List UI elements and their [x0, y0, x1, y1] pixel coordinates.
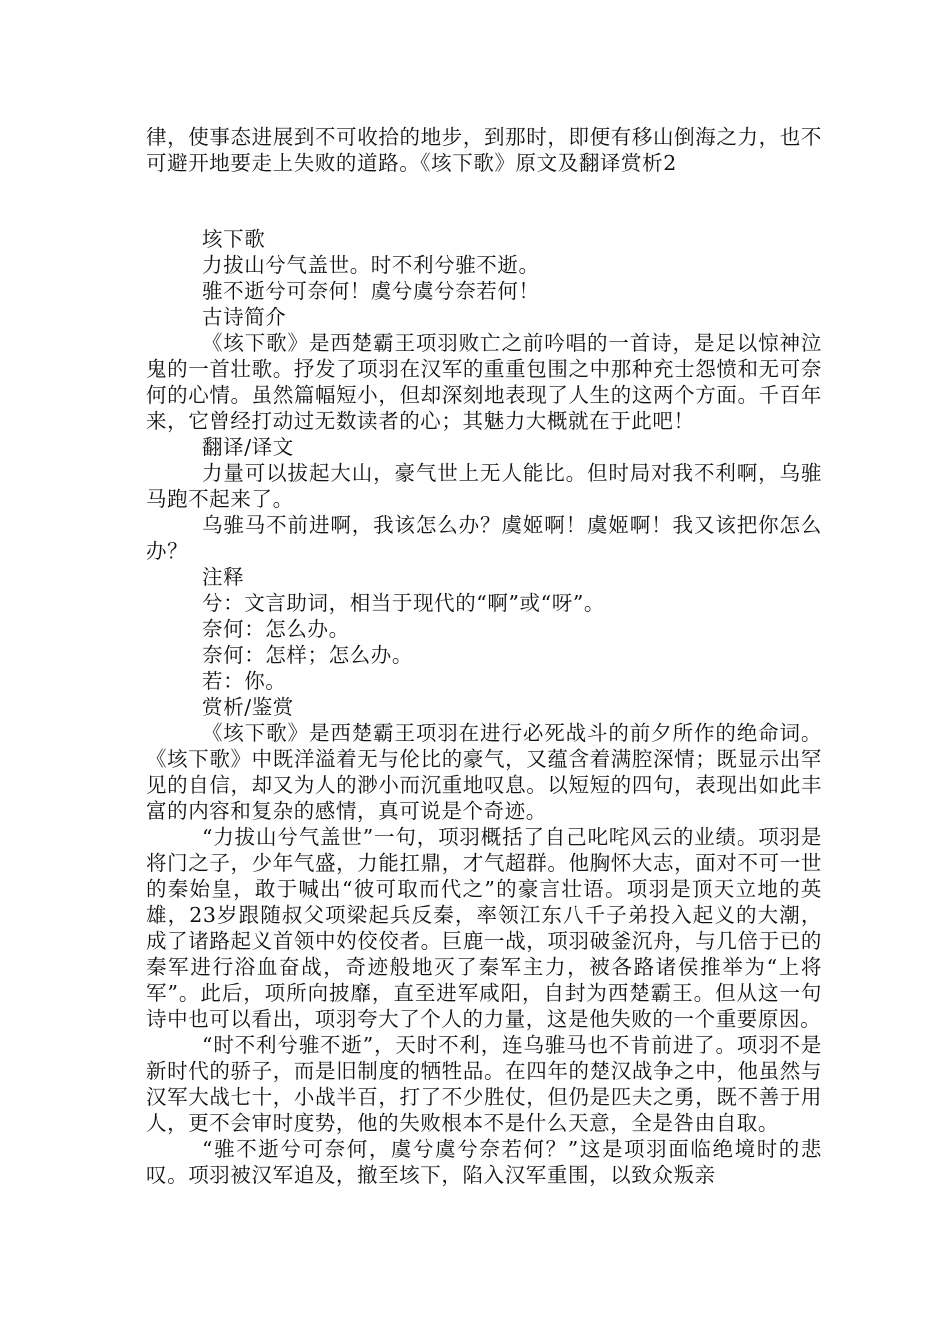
appreciation-paragraph-1: 《垓下歌》是西楚霸王项羽在进行必死战斗的前夕所作的绝命词。《垓下歌》中既洋溢着无与伦比的豪气，又蕴含着满腔深情；既显示出罕见的自信，却又为人的渺小而沉重地叹息。以短短的四句，表现出如此丰富的内容和复杂的感情，真可说是个奇迹。	[146, 721, 822, 823]
note-item: 若：你。	[202, 669, 287, 693]
note-item: 奈何：怎样；怎么办。	[202, 643, 413, 667]
note-item: 兮：文言助词，相当于现代的“啊”或“呀”。	[202, 591, 606, 615]
continued-paragraph	[146, 124, 822, 176]
section-heading-appreciation: 赏析/鉴赏	[202, 695, 294, 719]
section-heading-notes: 注释	[202, 565, 245, 589]
poem-title: 垓下歌	[202, 227, 266, 251]
section-heading-intro: 古诗简介	[202, 305, 287, 329]
article-body	[146, 226, 822, 1188]
poem-line-1: 力拔山兮气盖世。时不利兮骓不逝。	[202, 253, 540, 277]
intro-body-paragraph: 《垓下歌》是西楚霸王项羽败亡之前吟唱的一首诗，是足以惊神泣鬼的一首壮歌。抒发了项羽在汉军的重重包围之中那种充士怨愤和无可奈何的心情。虽然篇幅短小，但却深刻地表现了人生的这两个方面。千百年来，它曾经打动过无数读者的心；其魅力大概就在于此吧！	[146, 331, 822, 433]
appreciation-paragraph-2: “力拔山兮气盖世”一句，项羽概括了自己叱咤风云的业绩。项羽是将门之子，少年气盛，力能扛鼎，才气超群。他胸怀大志，面对不可一世的秦始皇，敢于喊出“彼可取而代之”的豪言壮语。项羽是顶天立地的英雄，23岁跟随叔父项梁起兵反秦，率领江东八千子弟投入起义的大潮，成了诸路起义首领中妁佼佼者。巨鹿一战，项羽破釜沉舟，与几倍于已的秦军进行浴血奋战，奇迹般地灭了秦军主力，被各路诸侯推举为“上将军”。此后，项所向披靡，直至进军咸阳，自封为西楚霸王。但从这一句诗中也可以看出，项羽夸大了个人的力量，这是他失败的一个重要原因。	[146, 825, 822, 1031]
appreciation-paragraph-3: “时不利兮骓不逝”，天时不利，连乌骓马也不肯前进了。项羽不是新时代的骄子，而是旧制度的牺牲品。在四年的楚汉战争之中，他虽然与汉军大战七十，小战半百，打了不少胜仗，但仍是匹夫之勇，既不善于用人，更不会审时度势，他的失败根本不是什么天意，全是咎由自取。	[146, 1033, 822, 1135]
translation-paragraph-2: 乌骓马不前进啊，我该怎么办？虞姬啊！虞姬啊！我又该把你怎么办？	[146, 513, 822, 563]
poem-line-2: 骓不逝兮可奈何！虞兮虞兮奈若何！	[202, 279, 540, 303]
note-item: 奈何：怎么办。	[202, 617, 350, 641]
intro-paragraph: 律，使事态进展到不可收拾的地步，到那时，即便有移山倒海之力，也不可避开地要走上失败的道路。《垓下歌》原文及翻译赏析2	[146, 125, 822, 175]
appreciation-paragraph-4: “骓不逝兮可奈何，虞兮虞兮奈若何？”这是项羽面临绝境时的悲叹。项羽被汉军追及，撤至垓下，陷入汉军重围，以致众叛亲	[146, 1137, 822, 1187]
section-heading-translation: 翻译/译文	[202, 435, 294, 459]
translation-paragraph-1: 力量可以拔起大山，豪气世上无人能比。但时局对我不利啊，乌骓马跑不起来了。	[146, 461, 822, 511]
